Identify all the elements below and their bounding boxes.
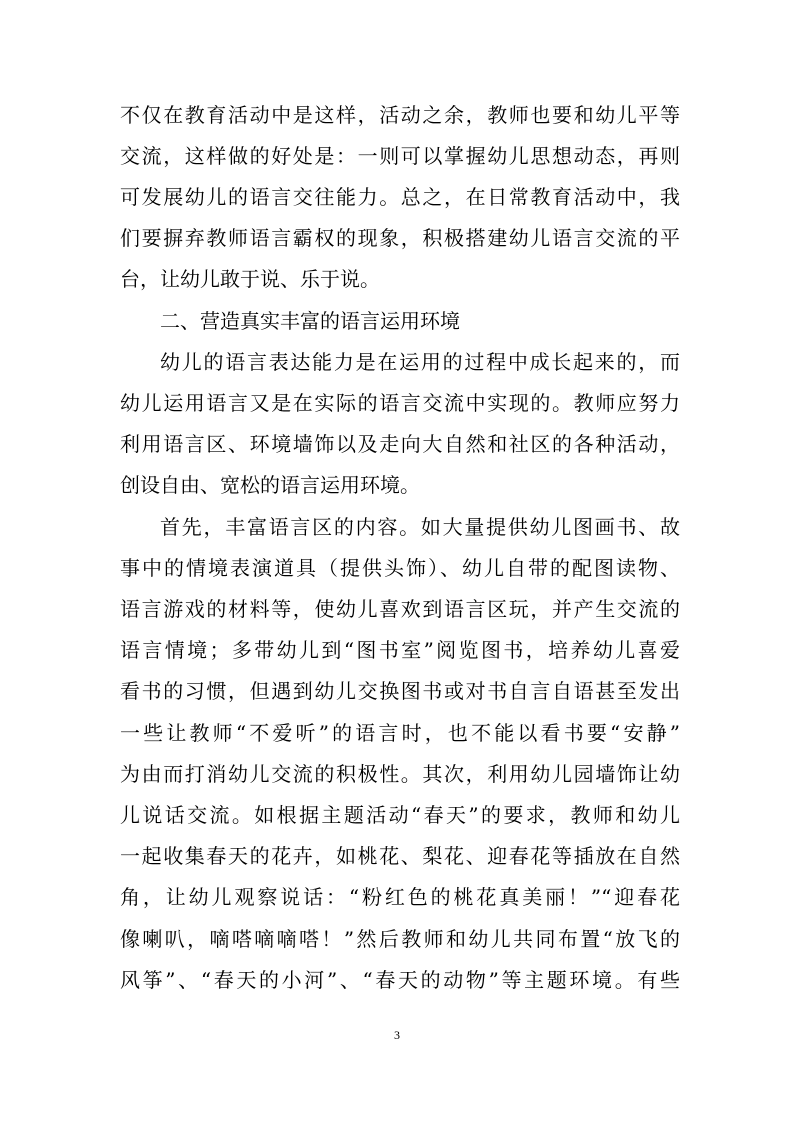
text-line: 交流，这样做的好处是：一则可以掌握幼儿思想动态，再则 — [120, 144, 680, 168]
text-line: 不仅在教育活动中是这样，活动之余，教师也要和幼儿平等 — [120, 103, 680, 127]
text-line: 像喇叭，嘀嗒嘀嘀嗒！”然后教师和幼儿共同布置“放飞的 — [120, 927, 680, 951]
text-line: 一些让教师“不爱听”的语言时，也不能以看书要“安静” — [120, 721, 680, 745]
text-line: 一起收集春天的花卉，如桃花、梨花、迎春花等插放在自然 — [120, 844, 680, 868]
text-line: 可发展幼儿的语言交往能力。总之，在日常教育活动中，我 — [120, 185, 680, 209]
paragraph-first-line: 首先，丰富语言区的内容。如大量提供幼儿图画书、故 — [160, 515, 680, 539]
text-line: 为由而打消幼儿交流的积极性。其次，利用幼儿园墙饰让幼 — [120, 762, 680, 786]
text-line: 语言游戏的材料等，使幼儿喜欢到语言区玩，并产生交流的 — [120, 597, 680, 621]
section-heading: 二、营造真实丰富的语言运用环境 — [160, 309, 460, 333]
page-number: 3 — [394, 1028, 400, 1042]
text-line: 创设自由、宽松的语言运用环境。 — [120, 473, 420, 497]
text-line: 看书的习惯，但遇到幼儿交换图书或对书自言自语甚至发出 — [120, 679, 680, 703]
text-line: 事中的情境表演道具（提供头饰）、幼儿自带的配图读物、 — [120, 556, 680, 580]
paragraph-first-line: 幼儿的语言表达能力是在运用的过程中成长起来的，而 — [160, 350, 680, 374]
text-line: 语言情境；多带幼儿到“图书室”阅览图书，培养幼儿喜爱 — [120, 638, 680, 662]
text-line: 幼儿运用语言又是在实际的语言交流中实现的。教师应努力 — [120, 391, 680, 415]
text-line: 利用语言区、环境墙饰以及走向大自然和社区的各种活动， — [120, 432, 680, 456]
text-line: 儿说话交流。如根据主题活动“春天”的要求，教师和幼儿 — [120, 803, 680, 827]
text-line: 角，让幼儿观察说话：“粉红色的桃花真美丽！”“迎春花 — [120, 885, 680, 909]
text-line: 台，让幼儿敢于说、乐于说。 — [120, 267, 380, 291]
text-line: 风筝”、“春天的小河”、“春天的动物”等主题环境。有些 — [120, 968, 680, 992]
text-line: 们要摒弃教师语言霸权的现象，积极搭建幼儿语言交流的平 — [120, 226, 680, 250]
